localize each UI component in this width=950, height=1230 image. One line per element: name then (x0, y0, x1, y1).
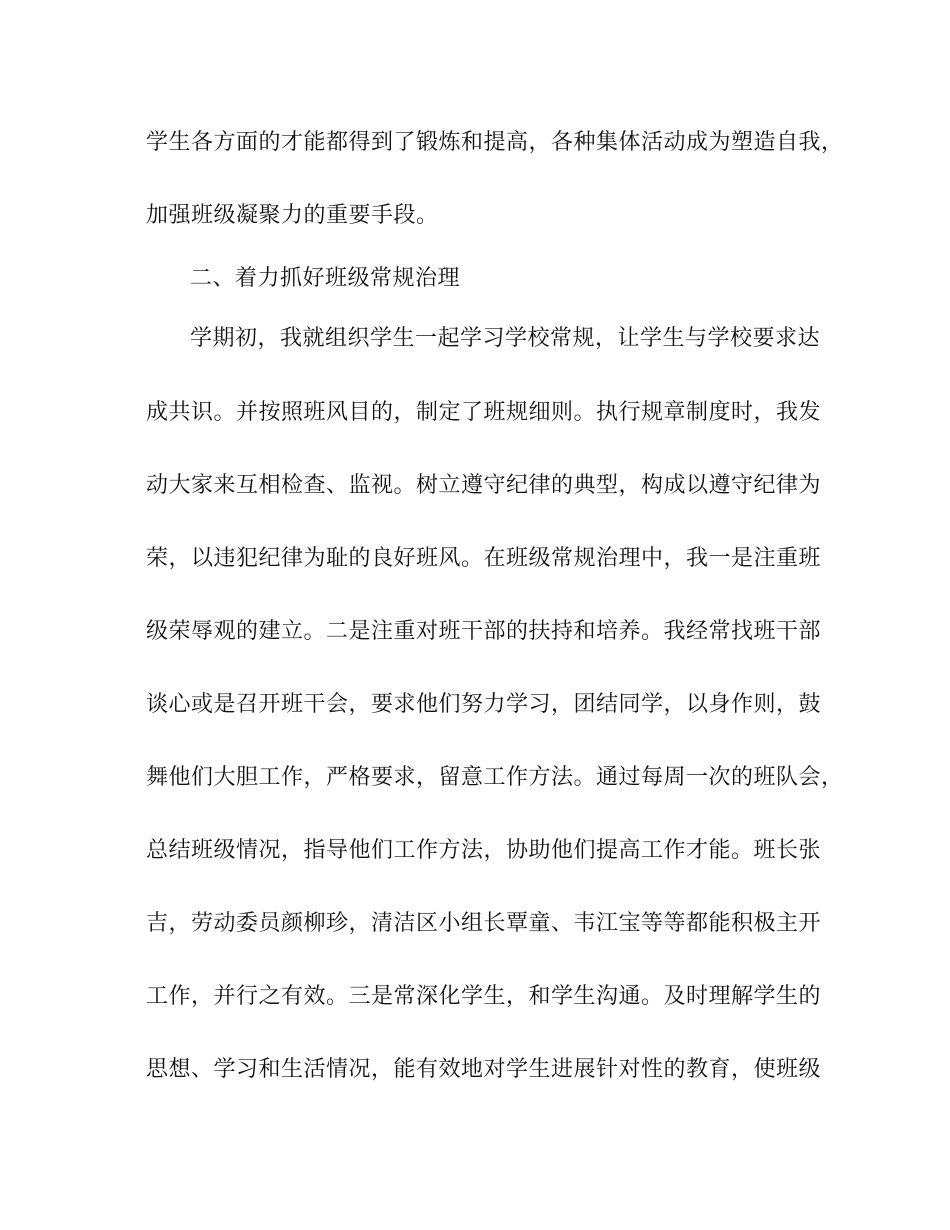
text-line-10: 舞他们大胆工作，严格要求，留意工作方法。通过每周一次的班队会， (146, 765, 844, 790)
text-line-8: 级荣辱观的建立。二是注重对班干部的扶持和培养。我经常找班干部 (146, 619, 822, 644)
section-heading: 二、着力抓好班级常规治理 (190, 266, 461, 291)
text-line-4: 学期初，我就组织学生一起学习学校常规，让学生与学校要求达 (190, 326, 821, 351)
text-line-1: 学生各方面的才能都得到了锻炼和提高，各种集体活动成为塑造自我， (146, 130, 844, 155)
text-line-12: 吉，劳动委员颜柳珍，清洁区小组长覃童、韦江宝等等都能积极主开 (146, 911, 822, 936)
text-line-11: 总结班级情况，指导他们工作方法，协助他们提高工作才能。班长张 (146, 838, 822, 863)
text-line-6: 动大家来互相检查、监视。树立遵守纪律的典型，构成以遵守纪律为 (146, 473, 822, 498)
text-line-5: 成共识。并按照班风目的，制定了班规细则。执行规章制度时，我发 (146, 400, 822, 425)
text-line-7: 荣，以违犯纪律为耻的良好班风。在班级常规治理中，我一是注重班 (146, 546, 822, 571)
text-line-13: 工作，并行之有效。三是常深化学生，和学生沟通。及时理解学生的 (146, 984, 822, 1009)
text-line-9: 谈心或是召开班干会，要求他们努力学习，团结同学，以身作则，鼓 (146, 692, 822, 717)
text-line-14: 思想、学习和生活情况，能有效地对学生进展针对性的教育，使班级 (146, 1057, 822, 1082)
text-line-2: 加强班级凝聚力的重要手段。 (146, 203, 439, 228)
